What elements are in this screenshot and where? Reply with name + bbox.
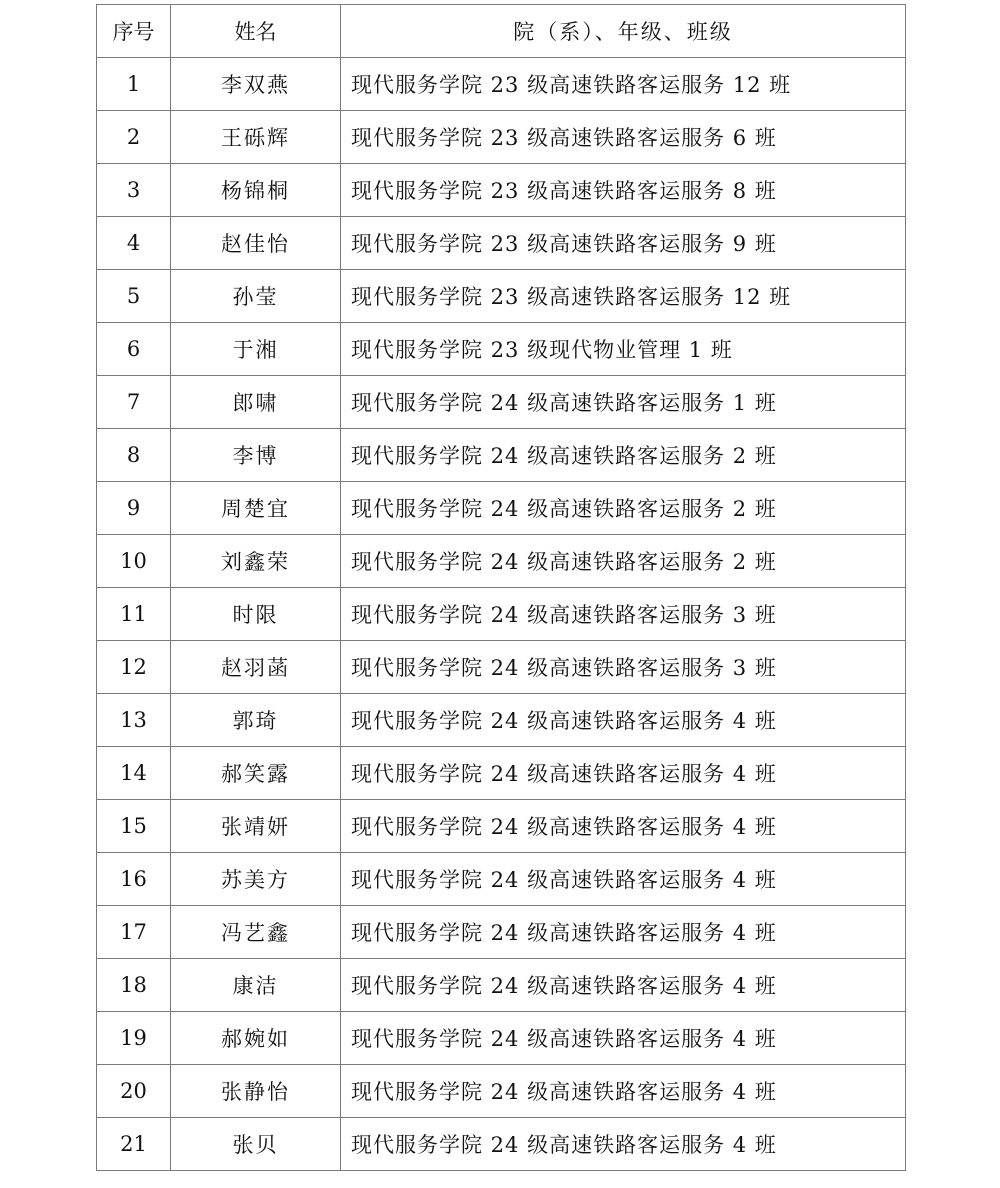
table-body — [97, 58, 906, 1171]
row-index: 3 — [97, 164, 171, 217]
student-class: 现代服务学院 24 级高速铁路客运服务 4 班 — [341, 1118, 906, 1171]
header-index: 序号 — [97, 5, 171, 58]
table-row — [97, 111, 906, 164]
table-row — [97, 1118, 906, 1171]
student-class: 现代服务学院 23 级高速铁路客运服务 12 班 — [341, 58, 906, 111]
table-row — [97, 58, 906, 111]
student-name: 康洁 — [171, 959, 341, 1012]
row-index: 13 — [97, 694, 171, 747]
student-class: 现代服务学院 24 级高速铁路客运服务 4 班 — [341, 1012, 906, 1065]
row-index: 18 — [97, 959, 171, 1012]
student-class: 现代服务学院 24 级高速铁路客运服务 3 班 — [341, 588, 906, 641]
table-row — [97, 429, 906, 482]
row-index: 16 — [97, 853, 171, 906]
student-class: 现代服务学院 24 级高速铁路客运服务 4 班 — [341, 800, 906, 853]
table-row — [97, 959, 906, 1012]
table-row — [97, 588, 906, 641]
header-row — [97, 5, 906, 58]
student-class: 现代服务学院 24 级高速铁路客运服务 3 班 — [341, 641, 906, 694]
student-name: 苏美方 — [171, 853, 341, 906]
student-name: 郎啸 — [171, 376, 341, 429]
student-list-table — [96, 4, 906, 1171]
table-row — [97, 906, 906, 959]
table-row — [97, 1012, 906, 1065]
table-row — [97, 270, 906, 323]
row-index: 12 — [97, 641, 171, 694]
row-index: 5 — [97, 270, 171, 323]
student-class: 现代服务学院 24 级高速铁路客运服务 4 班 — [341, 747, 906, 800]
student-class: 现代服务学院 23 级高速铁路客运服务 9 班 — [341, 217, 906, 270]
row-index: 6 — [97, 323, 171, 376]
table-row — [97, 1065, 906, 1118]
table-row — [97, 376, 906, 429]
student-name: 赵羽菡 — [171, 641, 341, 694]
row-index: 14 — [97, 747, 171, 800]
row-index: 1 — [97, 58, 171, 111]
row-index: 8 — [97, 429, 171, 482]
student-name: 赵佳怡 — [171, 217, 341, 270]
student-class: 现代服务学院 23 级现代物业管理 1 班 — [341, 323, 906, 376]
table-row — [97, 694, 906, 747]
student-name: 杨锦桐 — [171, 164, 341, 217]
student-name: 郝婉如 — [171, 1012, 341, 1065]
student-name: 冯艺鑫 — [171, 906, 341, 959]
student-name: 郭琦 — [171, 694, 341, 747]
student-name: 周楚宜 — [171, 482, 341, 535]
row-index: 2 — [97, 111, 171, 164]
table-row — [97, 482, 906, 535]
table-row — [97, 641, 906, 694]
student-class: 现代服务学院 24 级高速铁路客运服务 2 班 — [341, 482, 906, 535]
row-index: 10 — [97, 535, 171, 588]
student-class: 现代服务学院 24 级高速铁路客运服务 1 班 — [341, 376, 906, 429]
row-index: 7 — [97, 376, 171, 429]
header-name: 姓名 — [171, 5, 341, 58]
student-class: 现代服务学院 24 级高速铁路客运服务 4 班 — [341, 694, 906, 747]
student-class: 现代服务学院 23 级高速铁路客运服务 8 班 — [341, 164, 906, 217]
student-class: 现代服务学院 24 级高速铁路客运服务 4 班 — [341, 1065, 906, 1118]
table-row — [97, 853, 906, 906]
table-row — [97, 217, 906, 270]
student-name: 张靖妍 — [171, 800, 341, 853]
student-class: 现代服务学院 24 级高速铁路客运服务 4 班 — [341, 959, 906, 1012]
student-name: 孙莹 — [171, 270, 341, 323]
row-index: 21 — [97, 1118, 171, 1171]
student-name: 张静怡 — [171, 1065, 341, 1118]
table-row — [97, 164, 906, 217]
header-class: 院（系）、年级、班级 — [341, 5, 906, 58]
table-row — [97, 747, 906, 800]
row-index: 19 — [97, 1012, 171, 1065]
table-row — [97, 800, 906, 853]
row-index: 20 — [97, 1065, 171, 1118]
student-class: 现代服务学院 24 级高速铁路客运服务 4 班 — [341, 853, 906, 906]
student-name: 李双燕 — [171, 58, 341, 111]
student-class: 现代服务学院 23 级高速铁路客运服务 6 班 — [341, 111, 906, 164]
student-class: 现代服务学院 24 级高速铁路客运服务 2 班 — [341, 535, 906, 588]
student-name: 张贝 — [171, 1118, 341, 1171]
table-row — [97, 535, 906, 588]
row-index: 9 — [97, 482, 171, 535]
student-name: 于湘 — [171, 323, 341, 376]
student-name: 郝笑露 — [171, 747, 341, 800]
student-name: 时限 — [171, 588, 341, 641]
student-class: 现代服务学院 24 级高速铁路客运服务 2 班 — [341, 429, 906, 482]
row-index: 11 — [97, 588, 171, 641]
student-class: 现代服务学院 23 级高速铁路客运服务 12 班 — [341, 270, 906, 323]
row-index: 17 — [97, 906, 171, 959]
table-row — [97, 323, 906, 376]
student-name: 刘鑫荣 — [171, 535, 341, 588]
student-class: 现代服务学院 24 级高速铁路客运服务 4 班 — [341, 906, 906, 959]
row-index: 15 — [97, 800, 171, 853]
row-index: 4 — [97, 217, 171, 270]
student-name: 李博 — [171, 429, 341, 482]
student-name: 王砾辉 — [171, 111, 341, 164]
